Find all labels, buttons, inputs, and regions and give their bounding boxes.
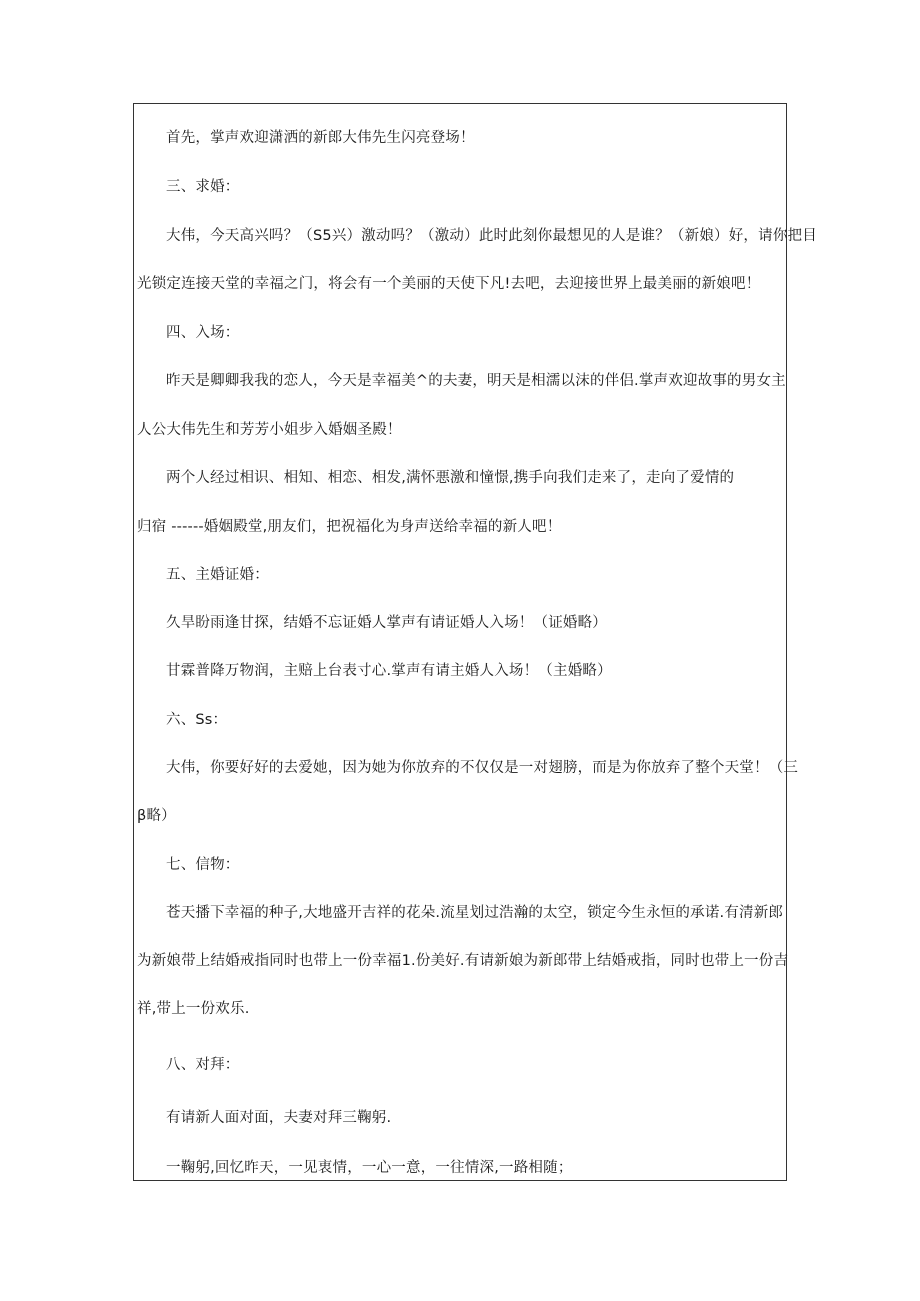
- text-line-officiant-1: 久旱盼雨逢甘探，结婚不忘证婚人掌声有请证婚人入场！（证婚略）: [166, 615, 607, 631]
- text-line-intro: 首先，掌声欢迎潇洒的新郎大伟先生闪亮登场！: [166, 130, 475, 146]
- text-line-entrance-4: 归宿 ------婚姻殿堂,朋友们，把祝福化为身声送给幸福的新人吧！: [137, 519, 562, 535]
- text-line-entrance-1: 昨天是卿卿我我的恋人，今天是幸福美^的夫妻，明天是相濡以沫的伴侣.掌声欢迎故事的男女主: [166, 373, 786, 389]
- section-heading-six: 六、Ss：: [166, 712, 228, 728]
- section-heading-entrance: 四、入场：: [166, 325, 240, 341]
- text-line-officiant-2: 甘霖普降万物润，主赔上台表寸心.掌声有请主婚人入场！（主婚略）: [166, 663, 612, 679]
- section-heading-officiant: 五、主婚证婚：: [166, 567, 269, 583]
- document-frame: [133, 103, 787, 1181]
- section-heading-tokens: 七、信物：: [166, 857, 240, 873]
- text-line-bow-2: 一鞠躬,回忆昨天，一见衷情，一心一意，一往情深,一路相随；: [166, 1160, 573, 1176]
- text-line-tokens-2: 为新娘带上结婚戒指同时也带上一份幸福1.份美好.有请新娘为新郎带上结婚戒指，同时也带上一份吉: [137, 953, 789, 969]
- text-line-six-2: β略）: [137, 808, 176, 824]
- text-line-tokens-1: 苍天播下幸福的种子,大地盛开吉祥的花朵.流星划过浩瀚的太空，锁定今生永恒的承诺.有清新郎: [166, 905, 784, 921]
- section-heading-proposal: 三、求婚：: [166, 179, 240, 195]
- text-line-six-1: 大伟，你要好好的去爱她，因为她为你放弃的不仅仅是一对翅膀，而是为你放弃了整个天堂！（三: [166, 760, 799, 776]
- text-line-entrance-2: 人公大伟先生和芳芳小姐步入婚姻圣殿！: [137, 422, 402, 438]
- text-line-proposal-2: 光锁定连接天堂的幸福之门，将会有一个美丽的天使下凡!去吧，去迎接世界上最美丽的新娘吧！: [137, 276, 761, 292]
- section-heading-bow: 八、对拜：: [166, 1057, 240, 1073]
- text-line-tokens-3: 祥,带上一份欢乐.: [137, 1001, 250, 1017]
- text-line-proposal-1: 大伟，今天高兴吗？（S5兴）激动吗？（激动）此时此刻你最想见的人是谁？（新娘）好，请你把目: [166, 228, 817, 244]
- text-line-entrance-3: 两个人经过相识、相知、相恋、相发,满怀悪激和憧憬,携手向我们走来了，走向了爱情的: [166, 470, 735, 486]
- text-line-bow-1: 有请新人面对面，夫妻对拜三鞠躬.: [166, 1110, 392, 1126]
